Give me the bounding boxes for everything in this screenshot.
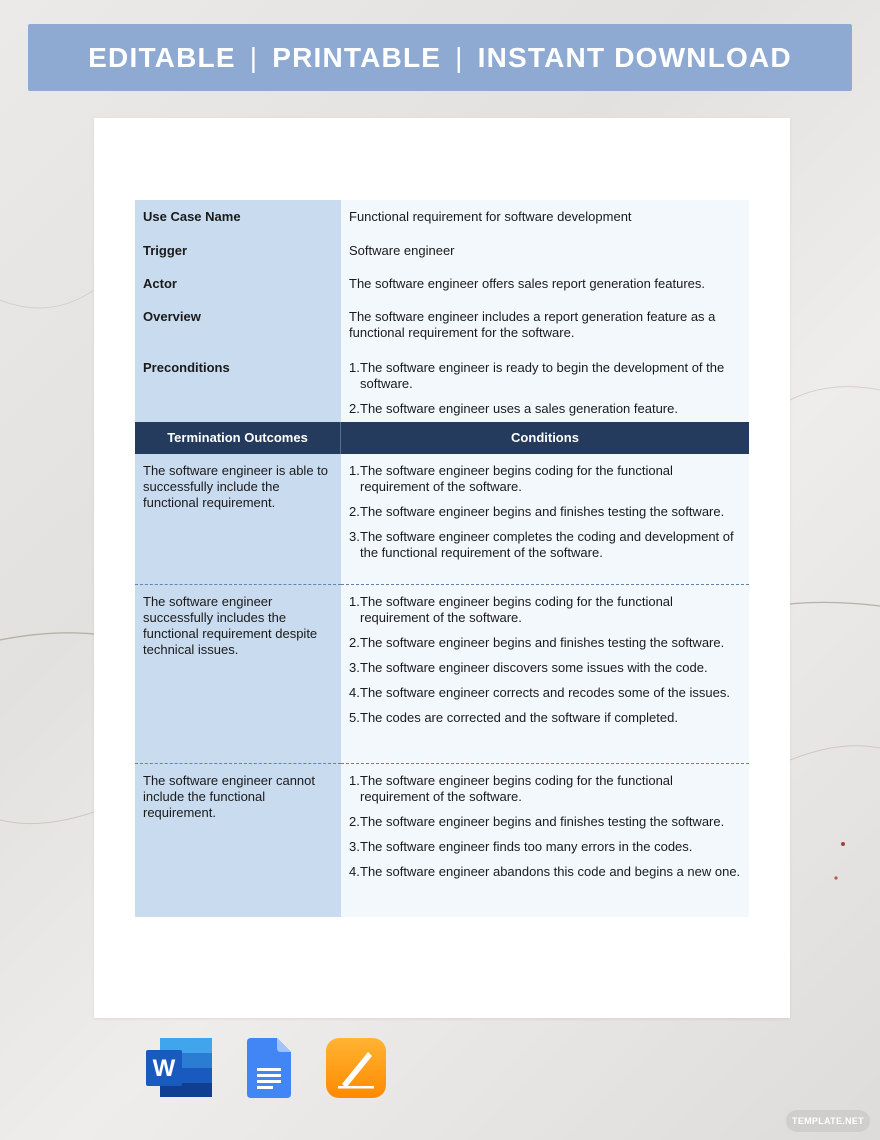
item-number: 1. [349,360,360,375]
outcome-text: The software engineer successfully includes the functional requirement despite technical issues. [135,584,341,763]
promo-banner [28,24,852,91]
outcome-text: The software engineer is able to successfully include the functional requirement. [135,454,341,584]
list-item [349,710,741,726]
table-header-row [135,422,749,454]
banner-editable: EDITABLE [88,41,236,73]
info-row-preconditions [135,351,749,422]
document-page [94,118,790,1018]
item-number: 1. [349,773,360,788]
info-row-trigger [135,234,749,267]
app-icons [0,1038,880,1098]
list-item [349,773,741,805]
info-value: Functional requirement for software development [341,200,749,234]
list-item [349,864,741,880]
outcome-row-1 [135,454,749,584]
list-item [349,660,741,676]
item-text: The software engineer discovers some issues with the code. [360,660,708,675]
item-number: 1. [349,463,360,478]
info-label: Overview [135,300,341,351]
info-value: The software engineer includes a report generation feature as a functional requirement for the software. [341,300,749,351]
item-number: 2. [349,504,360,519]
word-letter: W [152,1055,176,1082]
google-docs-icon [247,1038,291,1098]
info-label: Preconditions [135,351,341,422]
item-number: 3. [349,839,360,854]
outcome-row-2 [135,584,749,763]
info-row-use-case-name [135,200,749,234]
item-text: The software engineer is ready to begin the development of the software. [360,360,725,391]
conditions-cell [341,454,749,584]
outcome-text: The software engineer cannot include the functional requirement. [135,763,341,917]
list-item [349,635,741,651]
template-net-watermark: TEMPLATE.NET [786,1110,870,1132]
info-row-actor [135,267,749,300]
item-text: The software engineer abandons this code and begins a new one. [360,864,741,879]
item-text: The software engineer begins and finishes testing the software. [360,635,725,650]
banner-printable: PRINTABLE [272,41,442,73]
item-number: 2. [349,401,360,416]
banner-separator: | [455,41,464,73]
banner-separator: | [249,41,259,73]
info-value: The software engineer offers sales report generation features. [341,267,749,300]
item-text: The codes are corrected and the software if completed. [360,710,678,725]
list-item [349,839,741,855]
item-text: The software engineer completes the coding and development of the functional requirement of the software. [360,529,734,560]
list-item [349,685,741,701]
header-conditions: Conditions [511,430,579,445]
item-number: 3. [349,660,360,675]
info-label: Trigger [135,234,341,267]
info-value: Software engineer [341,234,749,267]
header-termination-outcomes: Termination Outcomes [135,422,341,454]
item-text: The software engineer begins and finishes testing the software. [360,504,725,519]
item-number: 3. [349,529,360,544]
item-text: The software engineer finds too many errors in the codes. [360,839,693,854]
banner-instant-download: INSTANT DOWNLOAD [477,41,792,73]
item-number: 2. [349,635,360,650]
conditions-list [349,773,741,880]
item-number: 4. [349,685,360,700]
item-text: The software engineer begins coding for the functional requirement of the software. [360,463,673,494]
info-row-overview [135,300,749,351]
use-case-table [135,200,749,917]
item-text: The software engineer corrects and recodes some of the issues. [360,685,730,700]
info-label: Use Case Name [135,200,341,234]
outcome-row-3 [135,763,749,917]
list-item [349,360,741,392]
conditions-cell [341,584,749,763]
list-item [349,401,741,417]
item-text: The software engineer begins coding for the functional requirement of the software. [360,594,673,625]
list-item [349,814,741,830]
list-item [349,529,741,561]
apple-pages-icon [326,1038,386,1098]
item-text: The software engineer uses a sales generation feature. [360,401,678,416]
item-number: 4. [349,864,360,879]
info-label: Actor [135,267,341,300]
list-item [349,463,741,495]
item-number: 2. [349,814,360,829]
list-item [349,594,741,626]
conditions-list [349,463,741,561]
conditions-cell [341,763,749,917]
preconditions-list [349,360,741,417]
item-text: The software engineer begins coding for the functional requirement of the software. [360,773,673,804]
item-number: 5. [349,710,360,725]
item-number: 1. [349,594,360,609]
microsoft-word-icon [146,1038,212,1098]
conditions-list [349,594,741,726]
item-text: The software engineer begins and finishes testing the software. [360,814,725,829]
preconditions-list-cell [341,351,749,422]
list-item [349,504,741,520]
